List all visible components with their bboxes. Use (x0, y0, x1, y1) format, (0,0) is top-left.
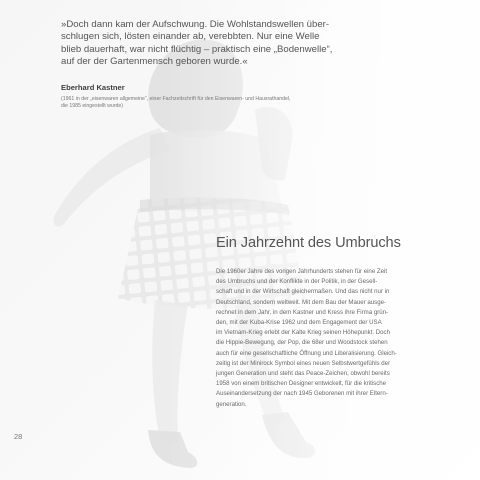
body-line: Die 1960er Jahre des vorigen Jahrhunderts stehen für eine Zeit (216, 268, 388, 275)
body-line: generation. (216, 400, 247, 408)
body-line: auch für eine gesellschaftliche Öffnung und Liberalisierung. Gleich- (216, 349, 397, 357)
body-line: 1958 von einem britischen Designer entwickelt, für die kritische (216, 380, 387, 388)
page-number: 28 (14, 432, 23, 441)
quote-source (61, 96, 361, 110)
body-line: zeitig ist der Minirock Symbol eines neuen Selbstwertgefühls der (216, 359, 391, 367)
quote-block (61, 19, 361, 69)
body-line: jungen Generation und steht das Peace-Zeichen, obwohl bereits (216, 370, 390, 378)
body-line: im Vietnam-Krieg erlebt der Kalte Krieg seinen Höhepunkt. Doch (216, 329, 390, 337)
body-line: die Hippie-Bewegung, der Pop, die 68er und Woodstock stehen (216, 339, 388, 347)
body-paragraph (216, 267, 430, 410)
body-line: schaft und in der Wirtschaft gleichermaßen. Und das nicht nur in (216, 288, 390, 296)
quote-line: blieb dauerhaft, war nicht flüchtig – praktisch eine „Bodenwelle“, (61, 43, 333, 55)
body-line: Auseinandersetzung der nach 1945 Geborenen mit ihrer Eltern- (216, 390, 388, 398)
quote-author: Eberhard Kastner (61, 83, 125, 92)
body-line: den, mit der Kuba-Krise 1962 und dem Engagement der USA (216, 319, 382, 327)
section-heading: Ein Jahrzehnt des Umbruchs (216, 235, 401, 251)
quote-line: schlugen sich, lösten einander ab, verebbten. Nur eine Welle (61, 31, 320, 43)
quote-line: »Doch dann kam der Aufschwung. Die Wohlstandswellen über- (61, 19, 330, 30)
body-line: Deutschland, sondern weltweit. Mit dem Bau der Mauer ausge- (216, 298, 387, 306)
quote-line: auf der der Gartenmensch geboren wurde.« (61, 56, 248, 68)
body-line: rechnet in dem Jahr, in dem Kastner und Kress ihre Firma grün- (216, 308, 389, 316)
quote-source-line: (1961 in der „eisenwaren allgemeine“, einer Fachzeitschrift für den Eisenwaren- und Hausrathandel, (61, 96, 291, 102)
body-line: des Umbruchs und der Konflikte in der Politik, in der Gesell- (216, 278, 378, 286)
quote-source-line: die 1985 eingestellt wurde) (61, 103, 124, 109)
